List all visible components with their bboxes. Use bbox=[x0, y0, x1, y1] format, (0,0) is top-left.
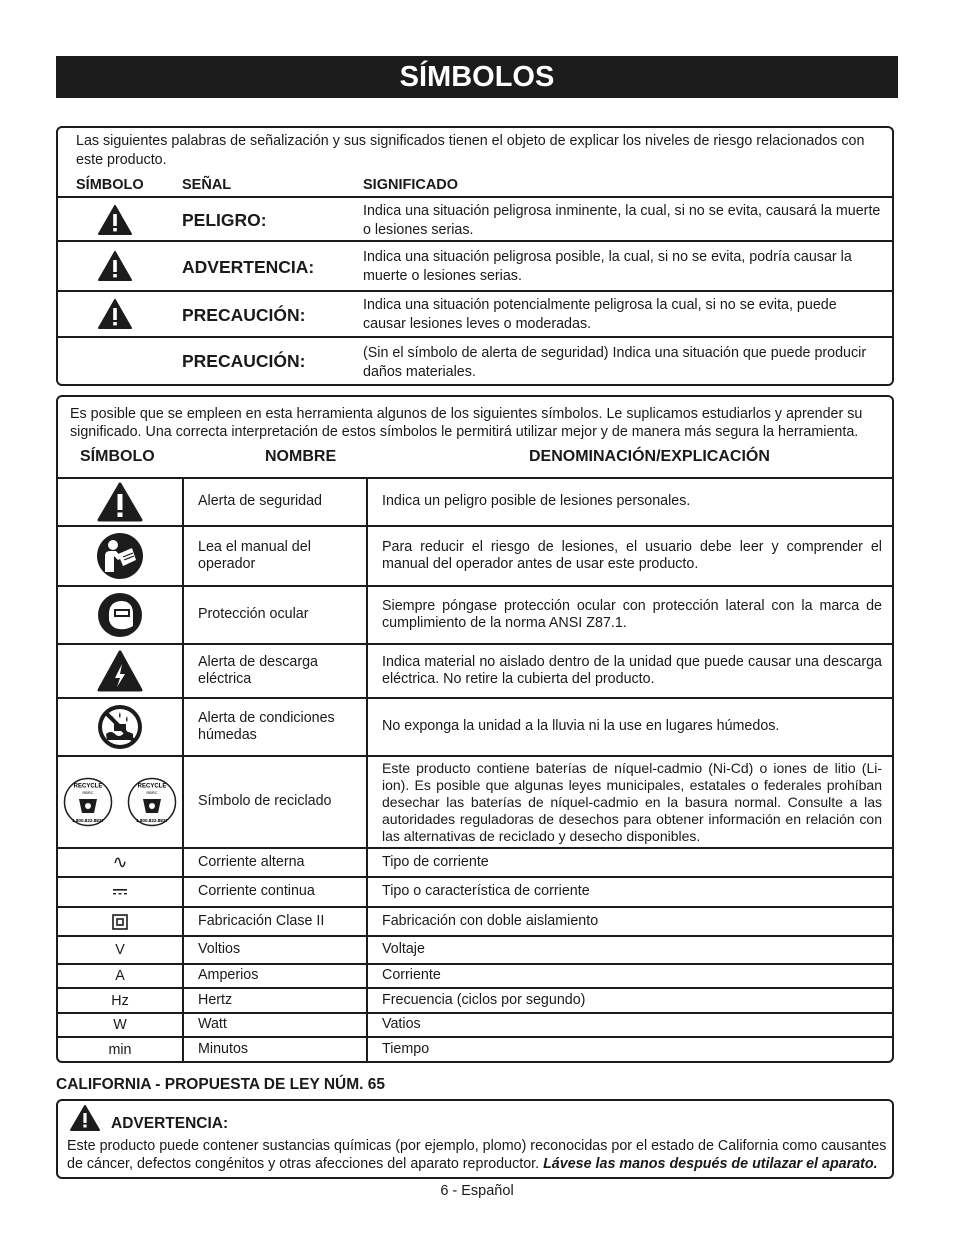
table-row bbox=[58, 1037, 892, 1061]
symbol-name: Corriente alterna bbox=[183, 848, 367, 877]
warning-triangle-icon bbox=[98, 251, 132, 281]
warning-label: ADVERTENCIA: bbox=[111, 1115, 229, 1132]
header-symbol: SÍMBOLO bbox=[76, 177, 144, 193]
symbol-explanation: Indica material no aislado dentro de la unidad que puede causar una descarga eléctrica. No retire la cubierta del producto. bbox=[367, 644, 892, 698]
table-row bbox=[58, 964, 892, 988]
symbol-name: Minutos bbox=[183, 1037, 367, 1061]
symbol-name: Protección ocular bbox=[183, 586, 367, 644]
symbol-explanation: Tipo de corriente bbox=[367, 848, 892, 877]
signal-label: PRECAUCIÓN: bbox=[182, 351, 306, 371]
symbol-name: Lea el manual del operador bbox=[183, 526, 367, 586]
header-explanation: DENOMINACIÓN/EXPLICACIÓN bbox=[529, 448, 770, 465]
symbol-name: Alerta de condiciones húmedas bbox=[183, 698, 367, 756]
symbol-cell bbox=[58, 756, 183, 848]
signal-row-advertencia bbox=[58, 240, 892, 292]
symbol-explanation: Corriente bbox=[367, 964, 892, 988]
table-row bbox=[58, 478, 892, 526]
symbol-name: Corriente continua bbox=[183, 877, 367, 907]
california-title: CALIFORNIA - PROPUESTA DE LEY NÚM. 65 bbox=[56, 1076, 385, 1093]
signal-label: ADVERTENCIA: bbox=[182, 257, 315, 277]
symbol-text: A bbox=[58, 964, 183, 988]
symbols-table bbox=[58, 477, 892, 1061]
symbol-name: Amperios bbox=[183, 964, 367, 988]
symbol-cell bbox=[58, 478, 183, 526]
warning-body: Este producto puede contener sustancias químicas (por ejemplo, plomo) reconocidas por el estado de California como causantes de cáncer, defectos congénitos y otras afecciones del aparato reproductor. bbox=[67, 1138, 887, 1172]
warning-bold-text: Lávese las manos después de utilazar el aparato. bbox=[543, 1156, 878, 1172]
symbol-name: Símbolo de reciclado bbox=[183, 756, 367, 848]
recycle-badge-phone: 1.800.822.8837 bbox=[136, 818, 168, 823]
symbol-explanation: Tipo o característica de corriente bbox=[367, 877, 892, 907]
california-warning-box bbox=[56, 1099, 894, 1179]
symbol-cell bbox=[58, 877, 183, 907]
table-row bbox=[58, 698, 892, 756]
recycle-badges bbox=[58, 777, 182, 827]
recycle-icon bbox=[127, 777, 177, 827]
recycle-badge-text: RECYCLE bbox=[73, 783, 103, 790]
recycle-icon bbox=[63, 777, 113, 827]
header-signal: SEÑAL bbox=[182, 177, 232, 193]
signal-row-peligro bbox=[58, 196, 892, 242]
signal-meaning: Indica una situación peligrosa posible, la cual, si no se evita, podría causar la muerte o lesiones serias. bbox=[363, 249, 852, 284]
symbol-explanation: No exponga la unidad a la lluvia ni la use en lugares húmedos. bbox=[367, 698, 892, 756]
symbol-cell bbox=[58, 526, 183, 586]
table-row bbox=[58, 1013, 892, 1037]
symbol-text: V bbox=[58, 936, 183, 964]
signal-row-precaucion bbox=[58, 290, 892, 338]
warning-text bbox=[67, 1137, 889, 1173]
symbol-name: Watt bbox=[183, 1013, 367, 1037]
recycle-badge-sub: RBRC bbox=[146, 790, 158, 795]
symbol-cell bbox=[58, 698, 183, 756]
page-number: 6 - Español bbox=[440, 1183, 514, 1199]
warning-triangle-icon bbox=[70, 1105, 100, 1131]
signal-row-precaucion-no-symbol bbox=[58, 336, 892, 386]
symbol-cell bbox=[58, 644, 183, 698]
symbol-explanation: Este producto contiene baterías de níquel-cadmio (Ni-Cd) o iones de litio (Li-ion). Es posible que algunas leyes municipales, estatales o federales prohíban desechar las baterías de níquel-cadmio en la basura normal. Consulte a las autoridades reguladoras de desechos para obtener información en relación con las alternativas de reciclado y desecho disponibles. bbox=[367, 756, 892, 848]
symbol-explanation: Voltaje bbox=[367, 936, 892, 964]
warning-triangle-icon bbox=[98, 299, 132, 329]
safety-alert-icon bbox=[97, 482, 143, 522]
signal-meaning: Indica una situación potencialmente peligrosa la cual, si no se evita, puede causar lesiones leves o moderadas. bbox=[363, 297, 837, 332]
table-row bbox=[58, 586, 892, 644]
alternating-current-icon: ∿ bbox=[58, 848, 183, 877]
symbol-cell bbox=[58, 907, 183, 936]
class-ii-icon bbox=[112, 914, 128, 930]
symbol-text: Hz bbox=[58, 988, 183, 1013]
recycle-badge-sub: RBRC bbox=[82, 790, 94, 795]
header-symbol: SÍMBOLO bbox=[80, 448, 155, 465]
wet-conditions-icon bbox=[97, 704, 143, 750]
table-row bbox=[58, 936, 892, 964]
symbol-explanation: Para reducir el riesgo de lesiones, el usuario debe leer y comprender el manual del operador antes de usar este producto. bbox=[367, 526, 892, 586]
symbol-explanation: Siempre póngase protección ocular con protección lateral con la marca de cumplimiento de la norma ANSI Z87.1. bbox=[367, 586, 892, 644]
symbol-cell bbox=[58, 586, 183, 644]
symbol-name: Voltios bbox=[183, 936, 367, 964]
table-row bbox=[58, 988, 892, 1013]
table-row bbox=[58, 526, 892, 586]
symbol-explanation: Tiempo bbox=[367, 1037, 892, 1061]
symbol-name: Fabricación Clase II bbox=[183, 907, 367, 936]
warning-triangle-icon bbox=[98, 205, 132, 235]
symbol-explanation: Fabricación con doble aislamiento bbox=[367, 907, 892, 936]
signal-meaning: Indica una situación peligrosa inminente, la cual, si no se evita, causará la muerte o lesiones serias. bbox=[363, 203, 881, 238]
eye-protection-icon bbox=[97, 592, 143, 638]
signal-meaning: (Sin el símbolo de alerta de seguridad) Indica una situación que puede producir daños materiales. bbox=[363, 345, 867, 380]
signal-words-intro: Las siguientes palabras de señalización y sus significados tienen el objeto de explicar los niveles de riesgo relacionados con este producto. bbox=[76, 133, 865, 168]
read-manual-icon bbox=[96, 532, 144, 580]
table-row bbox=[58, 644, 892, 698]
signal-label: PRECAUCIÓN: bbox=[182, 305, 306, 325]
signal-label: PELIGRO: bbox=[182, 210, 267, 230]
symbol-text: W bbox=[58, 1013, 183, 1037]
symbol-name: Alerta de descarga eléctrica bbox=[183, 644, 367, 698]
symbols-intro: Es posible que se empleen en esta herramienta algunos de los siguientes símbolos. Le suplicamos estudiarlos y aprender su significado. Una correcta interpretación de estos símbolos le permitirá utilizar mejor y de manera más segura la herramienta. bbox=[70, 406, 863, 440]
symbol-explanation: Indica un peligro posible de lesiones personales. bbox=[367, 478, 892, 526]
recycle-badge-text: RECYCLE bbox=[137, 783, 167, 790]
recycle-badge-phone: 1.800.822.8837 bbox=[72, 818, 104, 823]
symbol-explanation: Frecuencia (ciclos por segundo) bbox=[367, 988, 892, 1013]
table-row bbox=[58, 848, 892, 877]
header-meaning: SIGNIFICADO bbox=[363, 177, 459, 193]
electric-shock-icon bbox=[97, 650, 143, 692]
page-title: SÍMBOLOS bbox=[56, 56, 898, 98]
symbols-box bbox=[56, 395, 894, 1063]
symbol-text: min bbox=[58, 1037, 183, 1061]
table-row bbox=[58, 877, 892, 907]
symbol-name: Hertz bbox=[183, 988, 367, 1013]
signal-words-box bbox=[56, 126, 894, 386]
symbol-explanation: Vatios bbox=[367, 1013, 892, 1037]
table-row bbox=[58, 756, 892, 848]
symbol-name: Alerta de seguridad bbox=[183, 478, 367, 526]
direct-current-icon bbox=[112, 888, 128, 896]
table-row bbox=[58, 907, 892, 936]
header-name: NOMBRE bbox=[265, 448, 337, 465]
